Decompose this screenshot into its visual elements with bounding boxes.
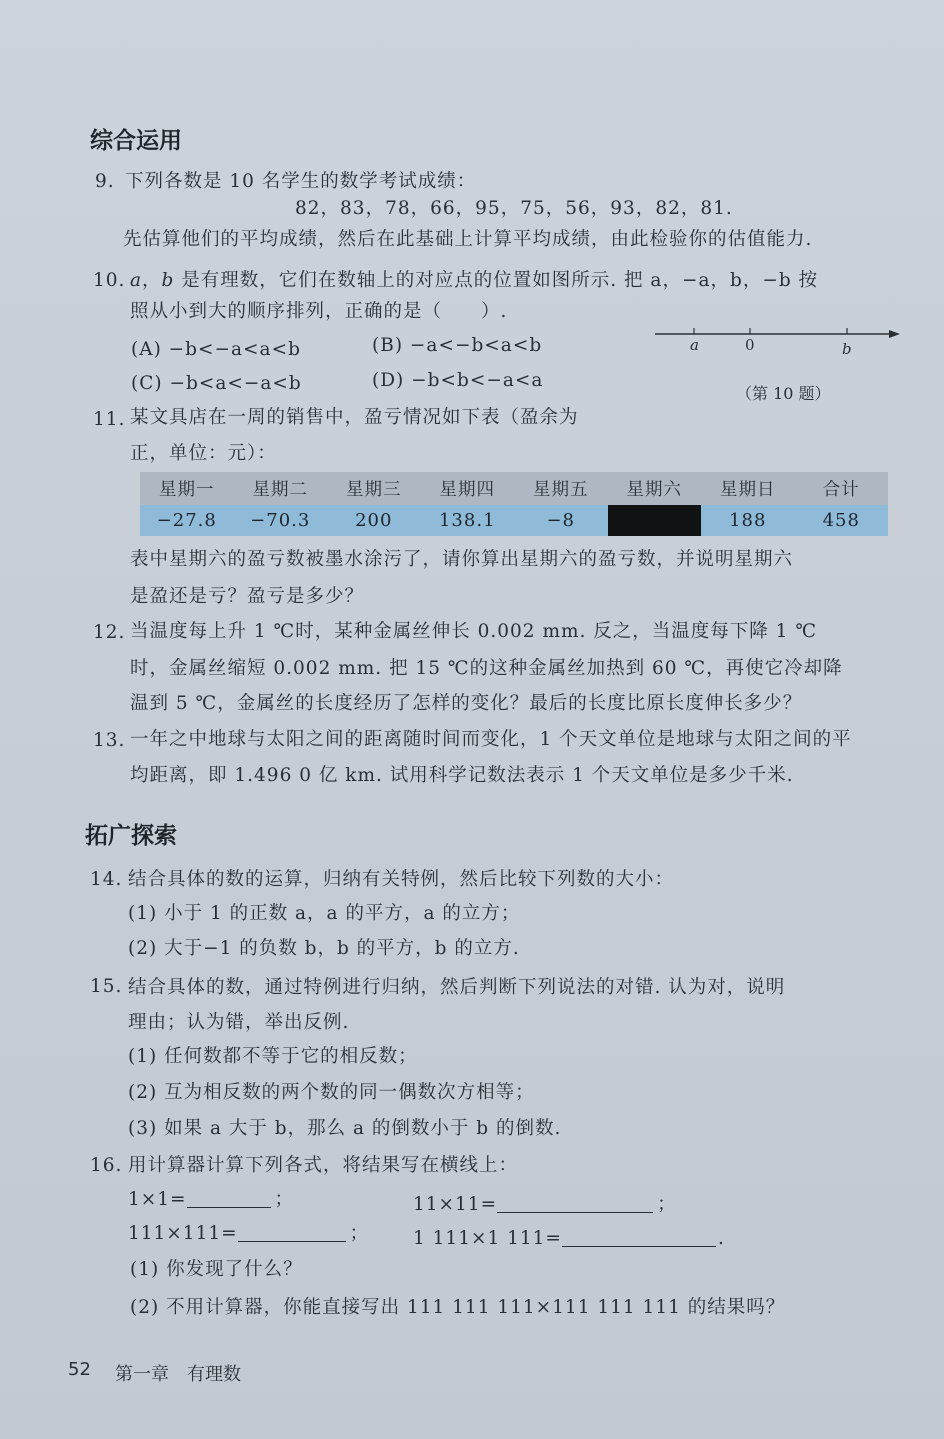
value-cell: 138.1 [421, 505, 515, 536]
section-heading-applied: 综合运用 [90, 128, 182, 154]
q15-sub1: (1) 任何数都不等于它的相反数； [128, 1046, 418, 1067]
q15-sub3: (3) 如果 a 大于 b，那么 a 的倒数小于 b 的倒数. [128, 1118, 562, 1139]
value-cell: −27.8 [140, 505, 234, 536]
q16-line1: 用计算器计算下列各式，将结果写在横线上： [128, 1155, 519, 1176]
expr-111x111: 111×111= [128, 1223, 238, 1244]
semicolon: ； [349, 1223, 370, 1244]
header-cell: 星期日 [701, 472, 795, 505]
q12-number: 12. [93, 622, 126, 643]
axis-label-b: b [842, 340, 852, 358]
q11-line2: 正，单位：元）： [130, 443, 277, 464]
expr-1x1: 1×1= [128, 1189, 187, 1210]
q12-line2: 时，金属丝缩短 0.002 mm. 把 15 ℃的这种金属丝加热到 60 ℃，再使它冷却降 [130, 658, 843, 679]
value-cell: 458 [795, 505, 889, 536]
var-a: a [130, 270, 143, 291]
expr-11x11: 11×11= [413, 1194, 498, 1215]
q12-line1: 当温度每上升 1 ℃时，某种金属丝伸长 0.002 mm. 反之，当温度每下降 1 ℃ [130, 621, 818, 642]
q14-sub1: (1) 小于 1 的正数 a，a 的平方，a 的立方； [128, 903, 521, 924]
q14-sub2: (2) 大于−1 的负数 b，b 的平方，b 的立方. [128, 938, 520, 959]
q15-sub2: (2) 互为相反数的两个数的同一偶数次方相等； [128, 1082, 535, 1103]
q10-option-a: (A) −b<−a<a<b [131, 339, 301, 360]
comma: ， [142, 270, 162, 291]
value-cell: 200 [327, 505, 421, 536]
number-line-arrow [889, 330, 900, 338]
header-cell: 合计 [795, 472, 889, 505]
header-cell: 星期一 [140, 472, 234, 505]
q12-line3: 温到 5 ℃，金属丝的长度经历了怎样的变化？最后的长度比原长度伸长多少？ [130, 693, 803, 714]
q9-number: 9. [95, 171, 115, 192]
header-cell: 星期六 [608, 472, 702, 505]
expr-1111x1111: 1 111×1 111= [413, 1228, 562, 1249]
q11-after1: 表中星期六的盈亏数被墨水涂污了，请你算出星期六的盈亏数，并说明星期六 [130, 549, 794, 570]
q13-number: 13. [93, 730, 126, 751]
section-heading-explore: 拓广探索 [85, 823, 177, 849]
table-header-row [140, 472, 888, 505]
header-cell: 星期二 [234, 472, 328, 505]
q10-line2: 照从小到大的顺序排列，正确的是（ ）. [130, 301, 508, 322]
q10-option-c: (C) −b<a<−a<b [131, 373, 302, 394]
answer-blank[interactable] [187, 1189, 271, 1208]
q11-line1: 某文具店在一周的销售中，盈亏情况如下表（盈余为 [130, 407, 579, 428]
period: . [717, 1228, 725, 1249]
answer-blank[interactable] [497, 1194, 653, 1213]
q16-sub1: (1) 你发现了什么？ [130, 1259, 303, 1280]
number-line-figure [655, 324, 900, 364]
q10-option-b: (B) −a<−b<a<b [372, 335, 543, 356]
q11-number: 11. [93, 409, 126, 430]
q9-scores: 82，83，78，66，95，75，56，93，82，81. [295, 198, 733, 219]
q10-line1 [130, 269, 818, 293]
ink-blot-cell [608, 505, 702, 536]
q16-row2-left [128, 1222, 369, 1246]
q9-follow: 先估算他们的平均成绩，然后在此基础上计算平均成绩，由此检验你的估值能力. [123, 229, 813, 250]
sales-table [140, 472, 888, 536]
q16-row1-left [128, 1188, 294, 1212]
page-number: 52 [68, 1359, 91, 1380]
q16-row1-right [413, 1193, 677, 1217]
figure-caption-q10: （第 10 题） [736, 384, 831, 403]
q13-line2: 均距离，即 1.496 0 亿 km. 试用科学记数法表示 1 个天文单位是多少千米. [130, 765, 794, 786]
table-row [140, 505, 888, 536]
q9-text: 下列各数是 10 名学生的数学考试成绩： [125, 171, 477, 192]
q15-number: 15. [90, 976, 123, 997]
q16-row2-right [413, 1227, 725, 1251]
axis-label-zero: 0 [745, 336, 755, 354]
q13-line1: 一年之中地球与太阳之间的距离随时间而变化，1 个天文单位是地球与太阳之间的平 [130, 729, 852, 750]
q10-line1-rest: 是有理数，它们在数轴上的对应点的位置如图所示. 把 a，−a，b，−b 按 [174, 270, 819, 291]
q15-line2: 理由；认为错，举出反例. [128, 1012, 350, 1033]
q16-sub2: (2) 不用计算器，你能直接写出 111 111 111×111 111 111 的结果吗？ [130, 1297, 786, 1318]
axis-label-a: a [690, 336, 699, 354]
q16-number: 16. [90, 1155, 123, 1176]
q10-option-d: (D) −b<b<−a<a [372, 370, 544, 391]
value-cell: −70.3 [234, 505, 328, 536]
answer-blank[interactable] [562, 1228, 716, 1247]
header-cell: 星期五 [514, 472, 608, 505]
var-b: b [161, 270, 175, 291]
chapter-title: 第一章 有理数 [115, 1364, 241, 1385]
q14-line1: 结合具体的数的运算，归纳有关特例，然后比较下列数的大小： [128, 869, 675, 890]
q15-line1: 结合具体的数，通过特例进行归纳，然后判断下列说法的对错. 认为对，说明 [128, 977, 786, 998]
q10-number: 10. [93, 270, 126, 291]
header-cell: 星期三 [327, 472, 421, 505]
answer-blank[interactable] [238, 1223, 346, 1242]
value-cell: −8 [514, 505, 608, 536]
semicolon: ； [657, 1194, 677, 1215]
semicolon: ； [274, 1189, 295, 1210]
header-cell: 星期四 [421, 472, 515, 505]
q14-number: 14. [90, 869, 123, 890]
value-cell: 188 [701, 505, 795, 536]
q11-after2: 是盈还是亏？盈亏是多少？ [130, 586, 365, 607]
